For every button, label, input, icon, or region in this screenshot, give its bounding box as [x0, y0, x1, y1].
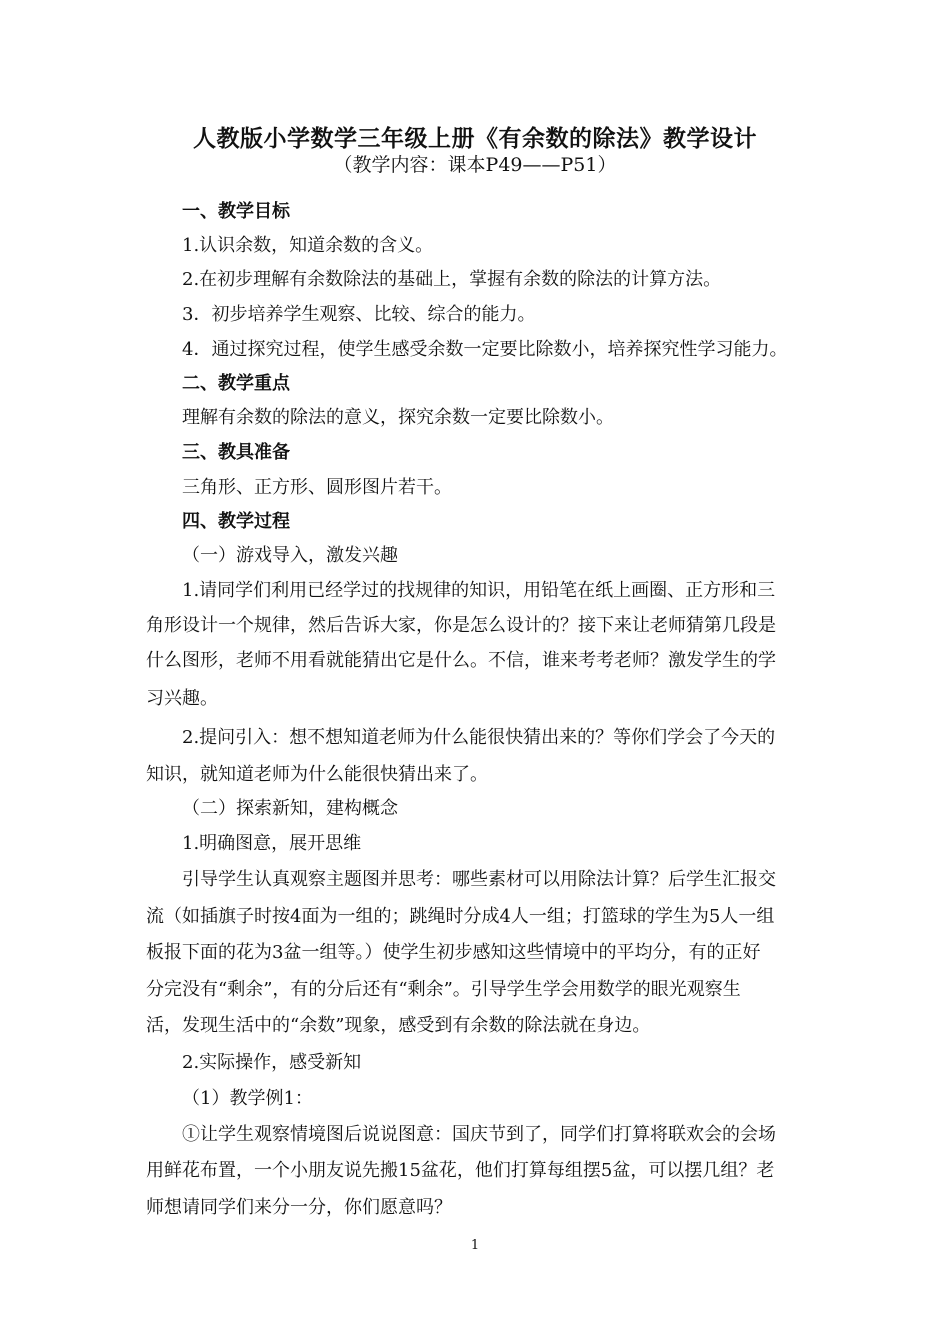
- document-title: 人教版小学数学三年级上册《有余数的除法》教学设计: [193, 125, 757, 152]
- section-heading-objectives: 一、教学目标: [182, 201, 290, 222]
- text-line: 2.在初步理解有余数除法的基础上，掌握有余数的除法的计算方法。: [182, 269, 722, 290]
- text-line: 活，发现生活中的“余数”现象，感受到有余数的除法就在身边。: [146, 1015, 651, 1036]
- section-heading-key-points: 二、教学重点: [182, 373, 290, 394]
- text-line: 2.实际操作，感受新知: [182, 1052, 362, 1073]
- text-line: 用鲜花布置，一个小朋友说先搬15盆花，他们打算每组摆5盆，可以摆几组？老: [146, 1160, 775, 1181]
- section-heading-materials: 三、教具准备: [182, 442, 290, 463]
- text-line: 理解有余数的除法的意义，探究余数一定要比除数小。: [182, 407, 614, 428]
- text-line: 三角形、正方形、圆形图片若干。: [182, 477, 452, 498]
- subsection-heading: （二）探索新知，建构概念: [182, 798, 398, 819]
- text-line: 引导学生认真观察主题图并思考：哪些素材可以用除法计算？后学生汇报交: [182, 869, 776, 890]
- subsection-heading: （一）游戏导入，激发兴趣: [182, 545, 398, 566]
- text-line: 知识，就知道老师为什么能很快猜出来了。: [146, 764, 488, 785]
- text-line: 1.请同学们利用已经学过的找规律的知识，用铅笔在纸上画圈、正方形和三: [182, 580, 776, 601]
- text-line: 4．通过探究过程，使学生感受余数一定要比除数小，培养探究性学习能力。: [182, 339, 788, 360]
- text-line: 角形设计一个规律，然后告诉大家，你是怎么设计的？接下来让老师猜第几段是: [146, 615, 776, 636]
- text-line: 3．初步培养学生观察、比较、综合的能力。: [182, 304, 536, 325]
- text-line: 分完没有“剩余”，有的分后还有“剩余”。引导学生学会用数学的眼光观察生: [146, 979, 741, 1000]
- text-line: 习兴趣。: [146, 688, 218, 709]
- text-line: 师想请同学们来分一分，你们愿意吗？: [146, 1197, 452, 1218]
- text-line: ①让学生观察情境图后说说图意：国庆节到了，同学们打算将联欢会的会场: [182, 1124, 776, 1145]
- document-subtitle: （教学内容：课本P49——P51）: [333, 154, 617, 176]
- page-number: 1: [470, 1238, 480, 1253]
- text-line: 什么图形，老师不用看就能猜出它是什么。不信，谁来考考老师？激发学生的学: [146, 650, 776, 671]
- text-line: 1.明确图意，展开思维: [182, 833, 362, 854]
- text-line: 2.提问引入：想不想知道老师为什么能很快猜出来的？等你们学会了今天的: [182, 727, 776, 748]
- text-line: 板报下面的花为3盆一组等。）使学生初步感知这些情境中的平均分，有的正好: [146, 942, 761, 963]
- text-line: （1）教学例1：: [182, 1088, 313, 1109]
- text-line: 流（如插旗子时按4面为一组的；跳绳时分成4人一组；打篮球的学生为5人一组: [146, 906, 775, 927]
- section-heading-process: 四、教学过程: [182, 511, 290, 532]
- text-line: 1.认识余数，知道余数的含义。: [182, 235, 434, 256]
